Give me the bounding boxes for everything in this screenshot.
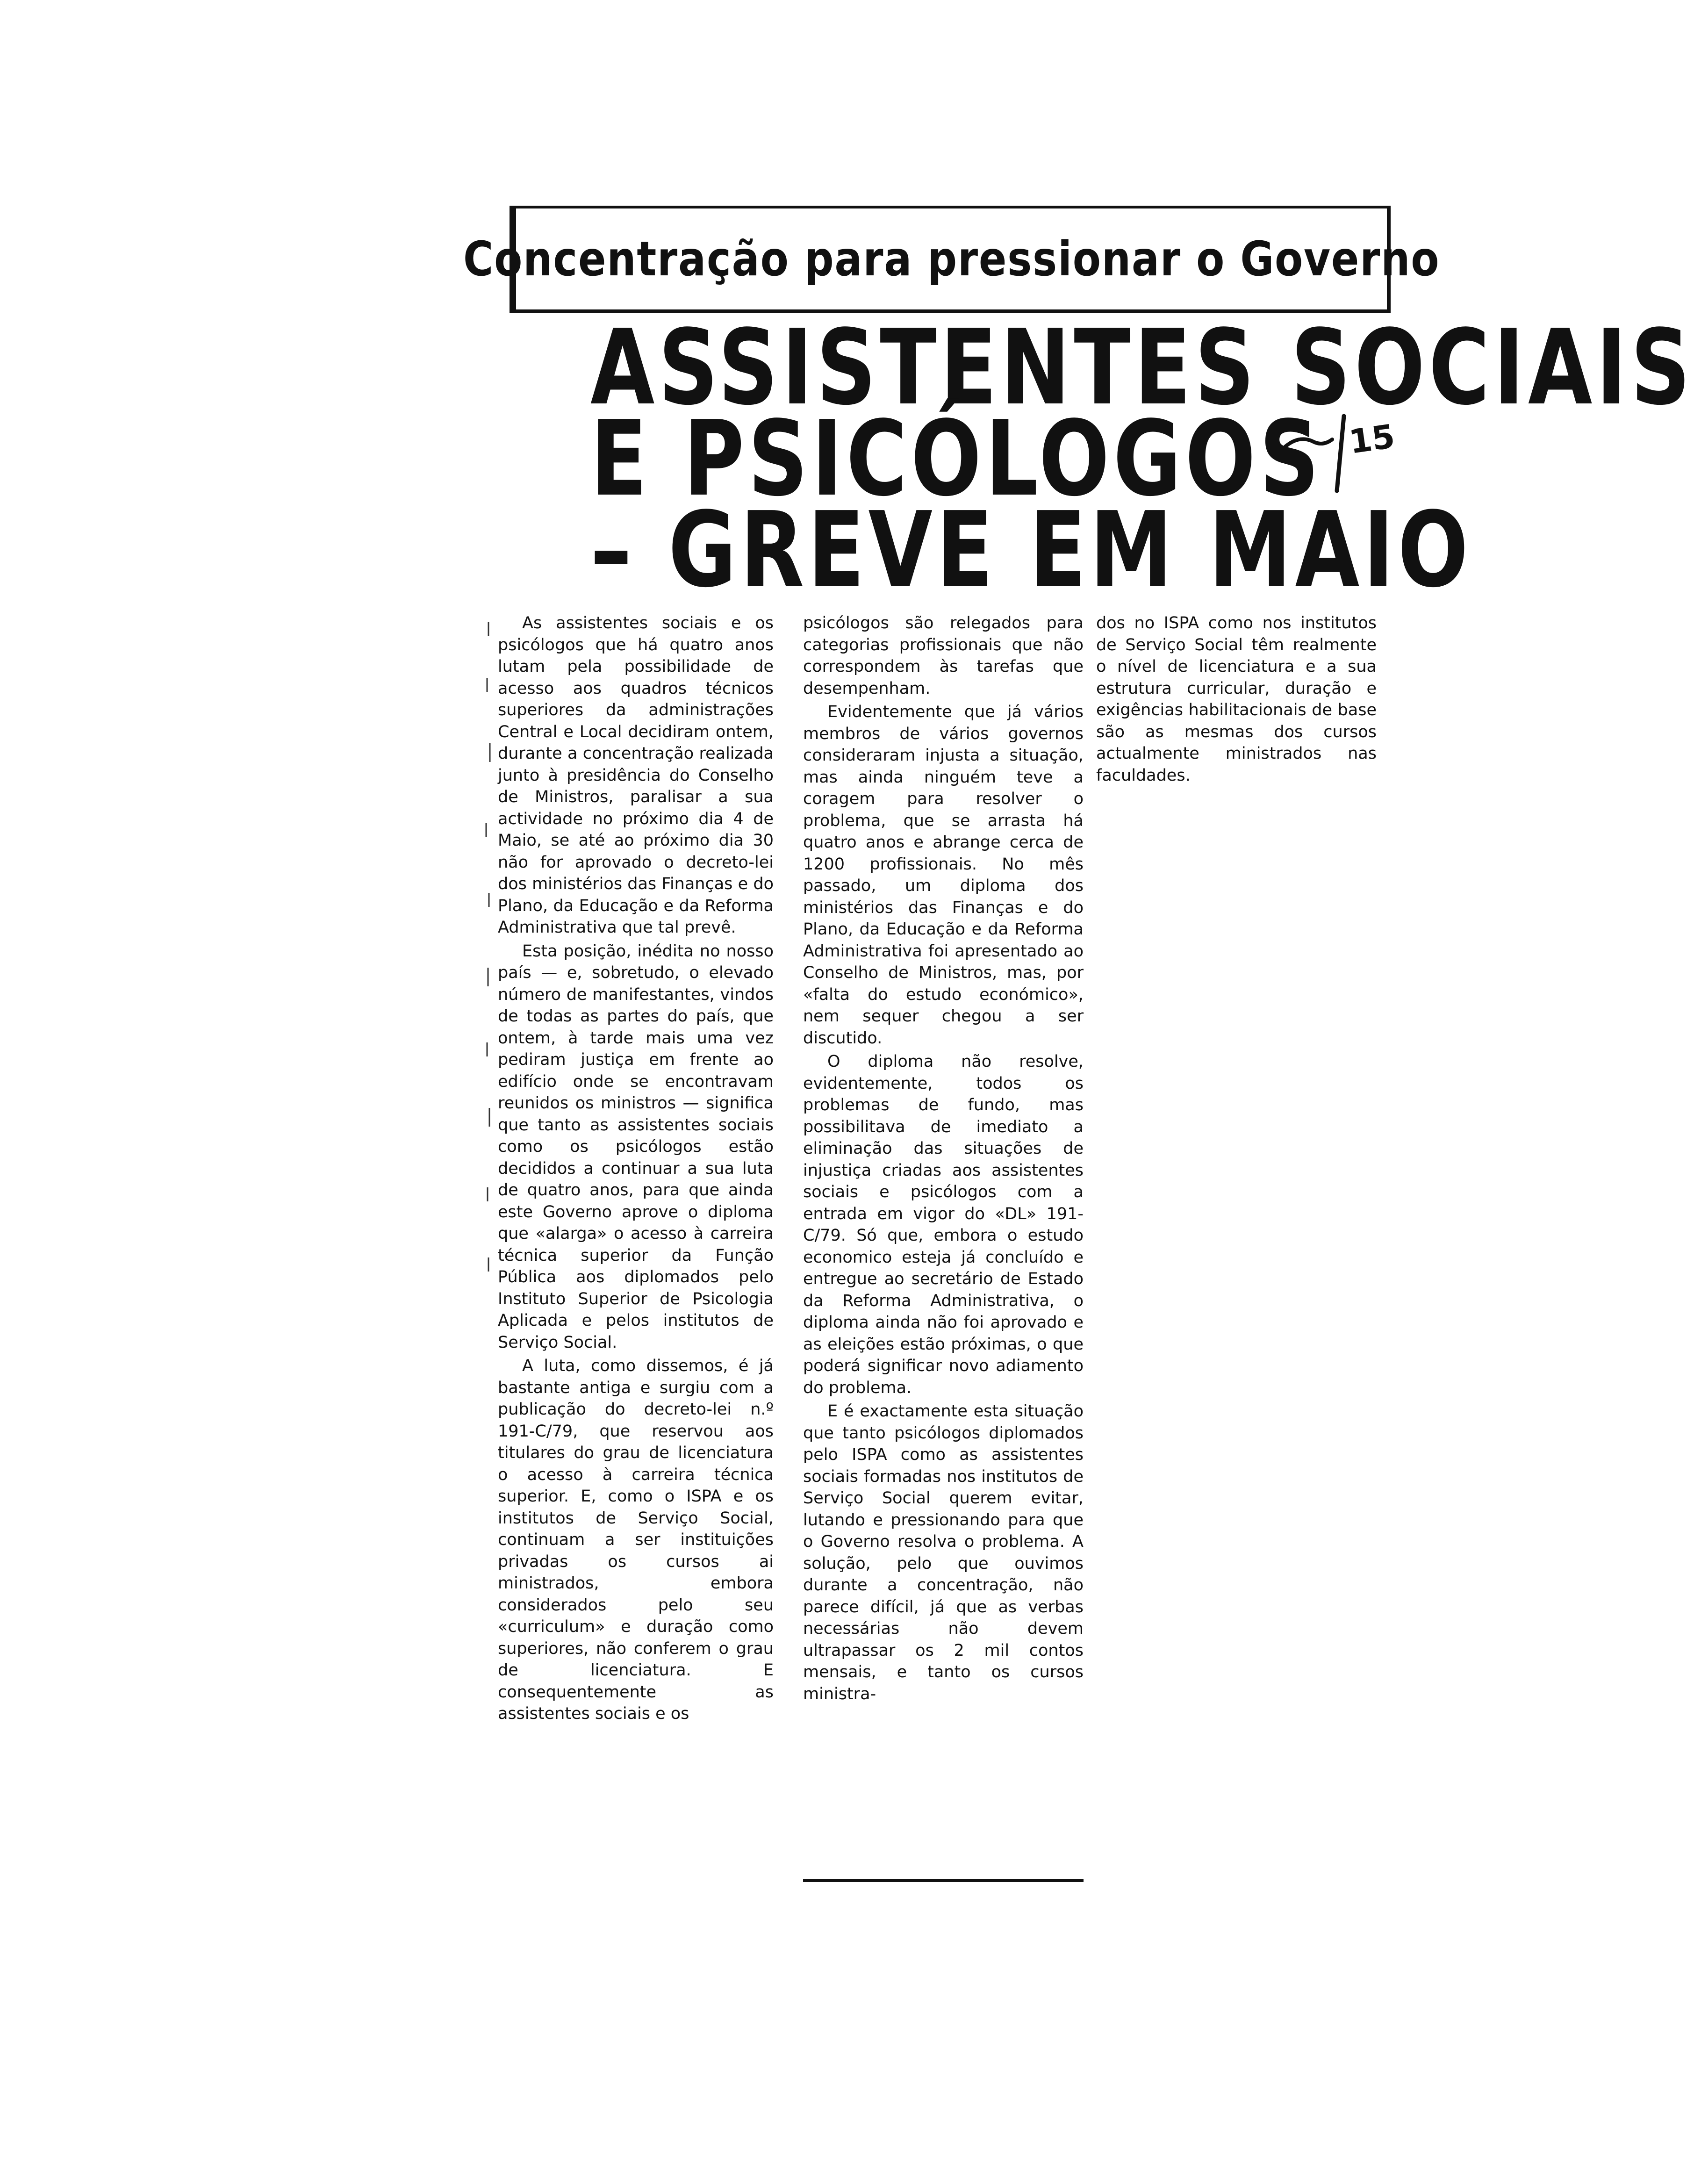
headline-line-3: – GREVE EM MAIO bbox=[590, 490, 1472, 611]
headline-line-1: ASSISTENTES SOCIAIS bbox=[590, 308, 1694, 428]
kicker-box bbox=[463, 206, 1440, 313]
col2-paragraph-2: Evidentemente que já vários membros de vários governos consideraram injusta a situação, mas ainda ninguém teve a coragem para resolver o problema, que se arrasta há quatro anos e abrange cerca de 1200 profissionais. No mês passado, um diploma dos ministérios das Finanças e do Plano, da Educação e da Reforma Administrativa foi apresentado ao Conselho de Ministros, mas, por «falta do estudo económico», nem sequer chegou a ser discutido. bbox=[803, 703, 1084, 1048]
column-3 bbox=[1096, 612, 1377, 809]
column-2 bbox=[803, 612, 1084, 1865]
margin-marks bbox=[481, 603, 495, 1351]
column-1 bbox=[498, 612, 774, 1884]
col1-paragraph-3: A luta, como dissemos, é já bastante antiga e surgiu com a publicação do decreto-lei n.º 191-C/79, que reservou aos titulares do grau de licenciatura o acesso à carreira técnica superior. E, como o ISPA e os institutos de Serviço Social, continuam a ser instituições privadas os cursos ai ministrados, embora considerados pelo seu «curriculum» e duração como superiores, não conferem o grau de licenciatura. E consequentemente as assistentes sociais e os bbox=[498, 1357, 774, 1723]
col1-paragraph-1: As assistentes sociais e os psicólogos que há quatro anos lutam pela possibilidade de acesso aos quadros técnicos superiores da administrações Central e Local decidiram ontem, durante a concentração realizada junto à presidência do Conselho de Ministros, paralisar a sua actividade no próximo dia 4 de Maio, se até ao próximo dia 30 não for aprovado o decreto-lei dos ministérios das Finanças e do Plano, da Educação e da Reforma Administrativa que tal prevê. bbox=[498, 614, 774, 937]
col3-paragraph-1: dos no ISPA como nos institutos de Serviço Social têm realmente o nível de licenciatura e a sua estrutura curricular, duração e exigências habilitacionais de base são as mesmas dos cursos actualmente ministrados nas faculdades. bbox=[1096, 614, 1377, 785]
column-end-rule bbox=[803, 1879, 1084, 1882]
headline-line-2: E PSICÓLOGOS bbox=[590, 399, 1323, 519]
annotation-text: 15 bbox=[1346, 417, 1397, 461]
col2-paragraph-3: O diploma não resolve, evidentemente, todos os problemas de fundo, mas possibilitava de imediato a eliminação das situações de injustiça criadas aos assistentes sociais e psicólogos com a entrada em vigor do «DL» 191-C/79. Só que, embora o estudo economico esteja já concluído e entregue ao secretário de Estado da Reforma Administrativa, o diploma ainda não foi aprovado e as eleições estão próximas, o que poderá significar novo adiamento do problema. bbox=[803, 1052, 1084, 1397]
col2-paragraph-1: psicólogos são relegados para categorias profissionais que não correspondem às tarefas que desempenham. bbox=[803, 614, 1084, 698]
kicker: Concentração para pressionar o Governo bbox=[463, 231, 1440, 287]
col2-paragraph-4: E é exactamente esta situação que tanto psicólogos diplomados pelo ISPA como as assistentes sociais formadas nos institutos de Serviço Social querem evitar, lutando e pressionando para que o Governo resolva o problema. A solução, pelo que ouvimos durante a concentração, não parece difícil, já que as verbas necessárias não devem ultrapassar os 2 mil contos mensais, e tanto os cursos ministra- bbox=[803, 1402, 1084, 1703]
headline bbox=[500, 308, 1694, 611]
col1-paragraph-2: Esta posição, inédita no nosso país — e, sobretudo, o elevado número de manifestantes, vindos de todas as partes do país, que ontem, à tarde mais uma vez pediram justiça em frente ao edifício onde se encontravam reunidos os ministros — significa que tanto as assistentes sociais como os psicólogos estão decididos a continuar a sua luta de quatro anos, para que ainda este Governo aprove o diploma que «alarga» o acesso à carreira técnica superior da Função Pública aos diplomados pelo Instituto Superior de Psicologia Aplicada e pelos institutos de Serviço Social. bbox=[498, 941, 774, 1352]
handwritten-annotation bbox=[1281, 402, 1397, 505]
